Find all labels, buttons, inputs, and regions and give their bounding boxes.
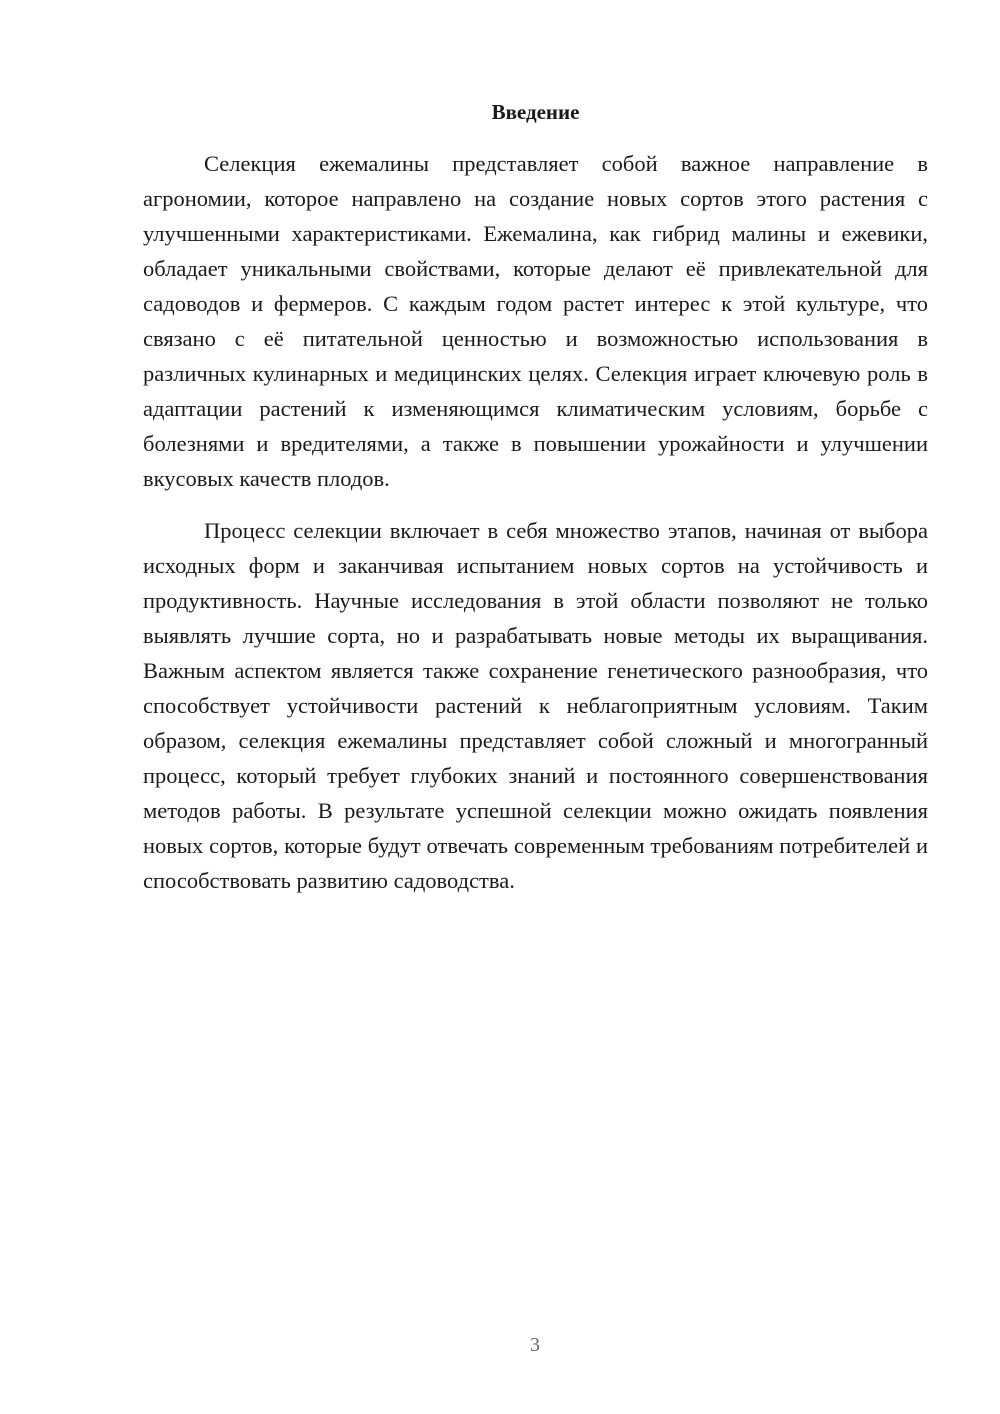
page-content — [143, 98, 928, 898]
paragraph-2: Процесс селекции включает в себя множество этапов, начиная от выбора исходных форм и заканчивая испытанием новых сортов на устойчивость и продуктивность. Научные исследования в этой области позволяют не только выявлять лучшие сорта, но и разрабатывать новые методы их выращивания. Важным аспектом является также сохранение генетического разнообразия, что способствует устойчивости растений к неблагоприятным условиям. Таким образом, селекция ежемалины представляет собой сложный и многогранный процесс, который требует глубоких знаний и постоянного совершенствования методов работы. В результате успешной селекции можно ожидать появления новых сортов, которые будут отвечать современным требованиям потребителей и способствовать развитию садоводства. — [143, 518, 928, 893]
paragraph-1: Селекция ежемалины представляет собой важное направление в агрономии, которое направлено на создание новых сортов этого растения с улучшенными характеристиками. Ежемалина, как гибрид малины и ежевики, обладает уникальными свойствами, которые делают её привлекательной для садоводов и фермеров. С каждым годом растет интерес к этой культуре, что связано с её питательной ценностью и возможностью использования в различных кулинарных и медицинских целях. Селекция играет ключевую роль в адаптации растений к изменяющимся климатическим условиям, борьбе с болезнями и вредителями, а также в повышении урожайности и улучшении вкусовых качеств плодов. — [143, 151, 928, 491]
page-number: 3 — [530, 1334, 540, 1356]
section-heading: Введение — [491, 100, 580, 124]
